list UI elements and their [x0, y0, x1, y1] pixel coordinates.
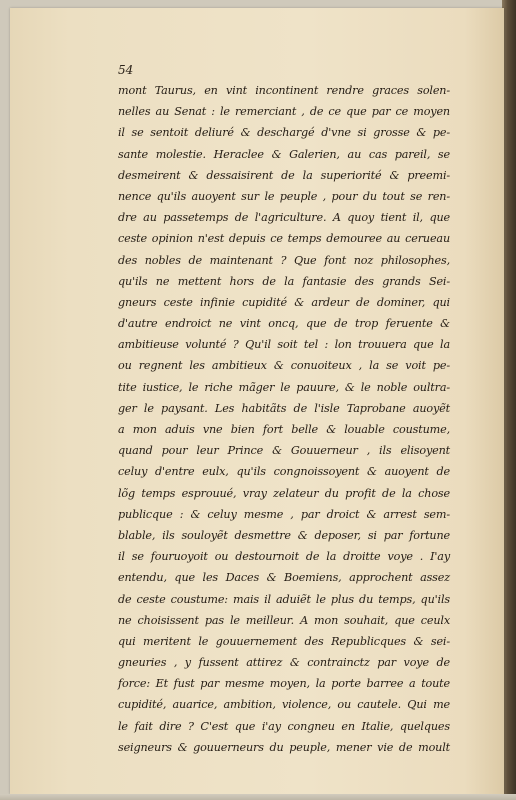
text-line: de ceste coustume: mais il aduiẽt le plus du temps, qu'ils — [118, 592, 450, 606]
text-line: force: Et fust par mesme moyen, la porte barree a toute — [118, 677, 450, 691]
text-line: lõg temps esprouué, vray zelateur du profit de la chose — [118, 486, 450, 500]
text-line: ambitieuse volunté ? Qu'il soit tel : lon trouuera que la — [118, 338, 450, 352]
text-line: le fait dire ? C'est que i'ay congneu en Italie, quelques — [118, 719, 450, 733]
text-line: blable, ils souloyẽt desmettre & deposer, si par fortune — [118, 528, 450, 542]
text-line: seigneurs & gouuerneurs du peuple, mener vie de moult — [118, 740, 450, 754]
text-line: quand pour leur Prince & Gouuerneur , ils elisoyent — [118, 444, 450, 458]
text-line: qui meritent le gouuernement des Republicques & sei- — [118, 634, 450, 648]
text-line: dre au passetemps de l'agriculture. A quoy tient il, que — [118, 211, 450, 225]
text-line: gneurs ceste infinie cupidité & ardeur de dominer, qui — [118, 295, 450, 309]
book-spine-edge — [502, 0, 516, 800]
text-line: il se fouruoyoit ou destournoit de la droitte voye . I'ay — [118, 550, 450, 564]
text-line: gneuries , y fussent attirez & contrainctz par voye de — [118, 656, 450, 670]
text-line: publicque : & celuy mesme , par droict & arrest sem- — [118, 507, 450, 521]
text-line: des nobles de maintenant ? Que font noz philosophes, — [118, 253, 450, 267]
text-line: entendu, que les Daces & Boemiens, approchent assez — [118, 571, 450, 585]
text-line: tite iustice, le riche mãger le pauure, & le noble oultra- — [118, 380, 450, 394]
text-line: cupidité, auarice, ambition, violence, ou cautele. Qui me — [118, 698, 450, 712]
text-line: ceste opinion n'est depuis ce temps demouree au cerueau — [118, 232, 450, 246]
text-line: d'autre endroict ne vint oncq, que de trop feruente & — [118, 317, 450, 331]
scan-bottom-edge — [0, 794, 516, 800]
text-line: ne choisissent pas le meilleur. A mon souhait, que ceulx — [118, 613, 450, 627]
text-line: sante molestie. Heraclee & Galerien, au cas pareil, se — [118, 147, 450, 161]
text-line: qu'ils ne mettent hors de la fantasie des grands Sei- — [118, 274, 450, 288]
text-line: celuy d'entre eulx, qu'ils congnoissoyent & auoyent de — [118, 465, 450, 479]
text-line: il se sentoit deliuré & deschargé d'vne si grosse & pe- — [118, 126, 450, 140]
text-line: nelles au Senat : le remerciant , de ce que par ce moyen — [118, 105, 450, 119]
page-number: 54 — [118, 63, 134, 77]
text-line: desmeirent & dessaisirent de la superiorité & preemi- — [118, 168, 450, 182]
page-text-block — [118, 62, 450, 758]
text-line: nence qu'ils auoyent sur le peuple , pour du tout se ren- — [118, 189, 450, 203]
text-line: ou regnent les ambitieux & conuoiteux , la se voit pe- — [118, 359, 450, 373]
text-line: a mon aduis vne bien fort belle & louable coustume, — [118, 423, 450, 436]
text-line: mont Taurus, en vint incontinent rendre graces solen- — [118, 84, 450, 97]
text-line: ger le paysant. Les habitãts de l'isle Taprobane auoyẽt — [118, 401, 450, 415]
